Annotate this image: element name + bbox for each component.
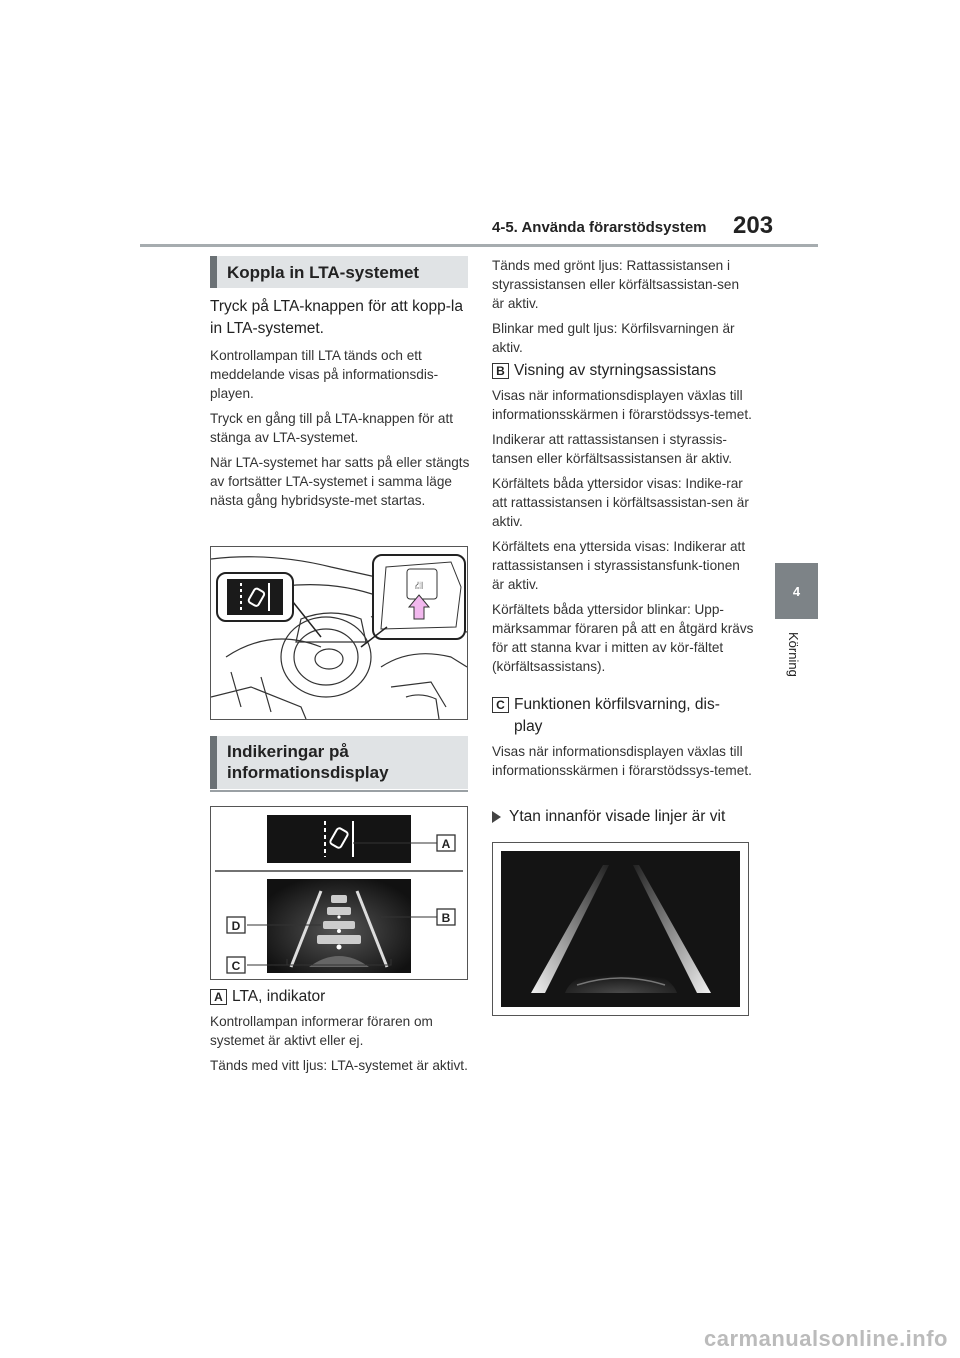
body-paragraph: Tänds med grönt ljus: Rattassistansen i styrassistansen eller körfältsassistan-sen är aktiv. (492, 258, 740, 311)
intro-text (210, 296, 472, 346)
right-top-body (492, 256, 754, 363)
body-paragraph: När LTA-systemet har satts på eller stängts av fortsätter LTA-systemet i samma läge nästa gång hybridsyste-met startas. (210, 455, 470, 508)
item-c-title-line2: play (514, 718, 543, 735)
label-a: A (441, 837, 451, 851)
chapter-label-wrap (786, 632, 808, 692)
chapter-tab (775, 563, 818, 619)
item-a-body (210, 1012, 472, 1081)
item-c-title-line1: Funktionen körfilsvarning, dis- (514, 696, 720, 713)
chapter-number: 4 (792, 583, 801, 599)
body-paragraph: Blinkar med gult ljus: Körfilsvarningen är aktiv. (492, 321, 735, 355)
body-paragraph: Körfältets ena yttersida visas: Indikerar att rattassistansen i styrassistansfunk-tionen är aktiv. (492, 539, 746, 592)
section-underline (210, 790, 468, 792)
watermark-text: carmanualsonline.info (704, 1326, 948, 1351)
body-paragraph: Indikerar att rattassistansen i styrassis-tansen eller körfältsassistansen är aktiv. (492, 432, 733, 466)
lane-display-drawing (493, 843, 748, 1015)
item-b-title: Visning av styrningsassistans (514, 362, 717, 379)
header-divider (140, 244, 818, 247)
section-heading-line1: Indikeringar på (227, 742, 349, 761)
section-heading-text: Koppla in LTA-systemet (227, 263, 420, 282)
label-c: C (231, 959, 241, 973)
item-c-heading (492, 694, 754, 738)
label-d: D (231, 919, 241, 933)
item-b-body (492, 386, 754, 682)
letter-b-box: B (492, 363, 509, 379)
letter-a-box: A (210, 989, 227, 1005)
item-c-body (492, 742, 754, 786)
chapter-label: Körning (786, 632, 801, 677)
label-b: B (441, 911, 451, 925)
dashboard-drawing (211, 547, 467, 719)
item-b-heading (492, 360, 754, 382)
section-heading-line2: informationsdisplay (227, 763, 389, 782)
body-paragraph: Visas när informationsdisplayen växlas till informationsskärmen i förarstödssys-temet. (492, 388, 752, 422)
section-heading-indikeringar (210, 736, 468, 789)
bullet-text: Ytan innanför visade linjer är vit (509, 808, 726, 825)
body-paragraph: Tryck en gång till på LTA-knappen för att stänga av LTA-systemet. (210, 411, 454, 445)
section-title: 4-5. Använda förarstödsystem (492, 219, 707, 236)
body-paragraph: Körfältets båda yttersidor blinkar: Upp-märksammar föraren på att en åtgärd krävs för att stanna kvar i mitten av kör-fältet (körfältsassistans). (492, 602, 754, 674)
intro-paragraph: Tryck på LTA-knappen för att kopp-la in LTA-systemet. (210, 298, 463, 337)
section1-body (210, 346, 472, 516)
body-paragraph: Kontrollampan till LTA tänds och ett meddelande visas på informationsdis-playen. (210, 348, 439, 401)
item-a-heading (210, 986, 472, 1008)
bullet-arrow-icon (492, 811, 501, 823)
item-a-title: LTA, indikator (232, 988, 326, 1005)
body-paragraph: Tänds med vitt ljus: LTA-systemet är aktivt. (210, 1058, 468, 1073)
body-paragraph: Körfältets båda yttersidor visas: Indike-rar att rattassistansen i körfältsassistan-sen är aktiv. (492, 476, 749, 529)
svg-text:⛜: ⛜ (415, 579, 424, 592)
section-heading-koppla (210, 256, 468, 288)
dashboard-illustration (210, 546, 468, 720)
body-paragraph: Kontrollampan informerar föraren om systemet är aktivt eller ej. (210, 1014, 433, 1048)
page-number: 203 (733, 212, 774, 239)
lane-display-figure (492, 842, 749, 1016)
body-paragraph: Visas när informationsdisplayen växlas till informationsskärmen i förarstödssys-temet. (492, 744, 752, 778)
bullet-item (492, 806, 754, 828)
info-display-drawing (211, 807, 467, 979)
letter-c-box: C (492, 697, 509, 713)
info-display-figure (210, 806, 468, 980)
